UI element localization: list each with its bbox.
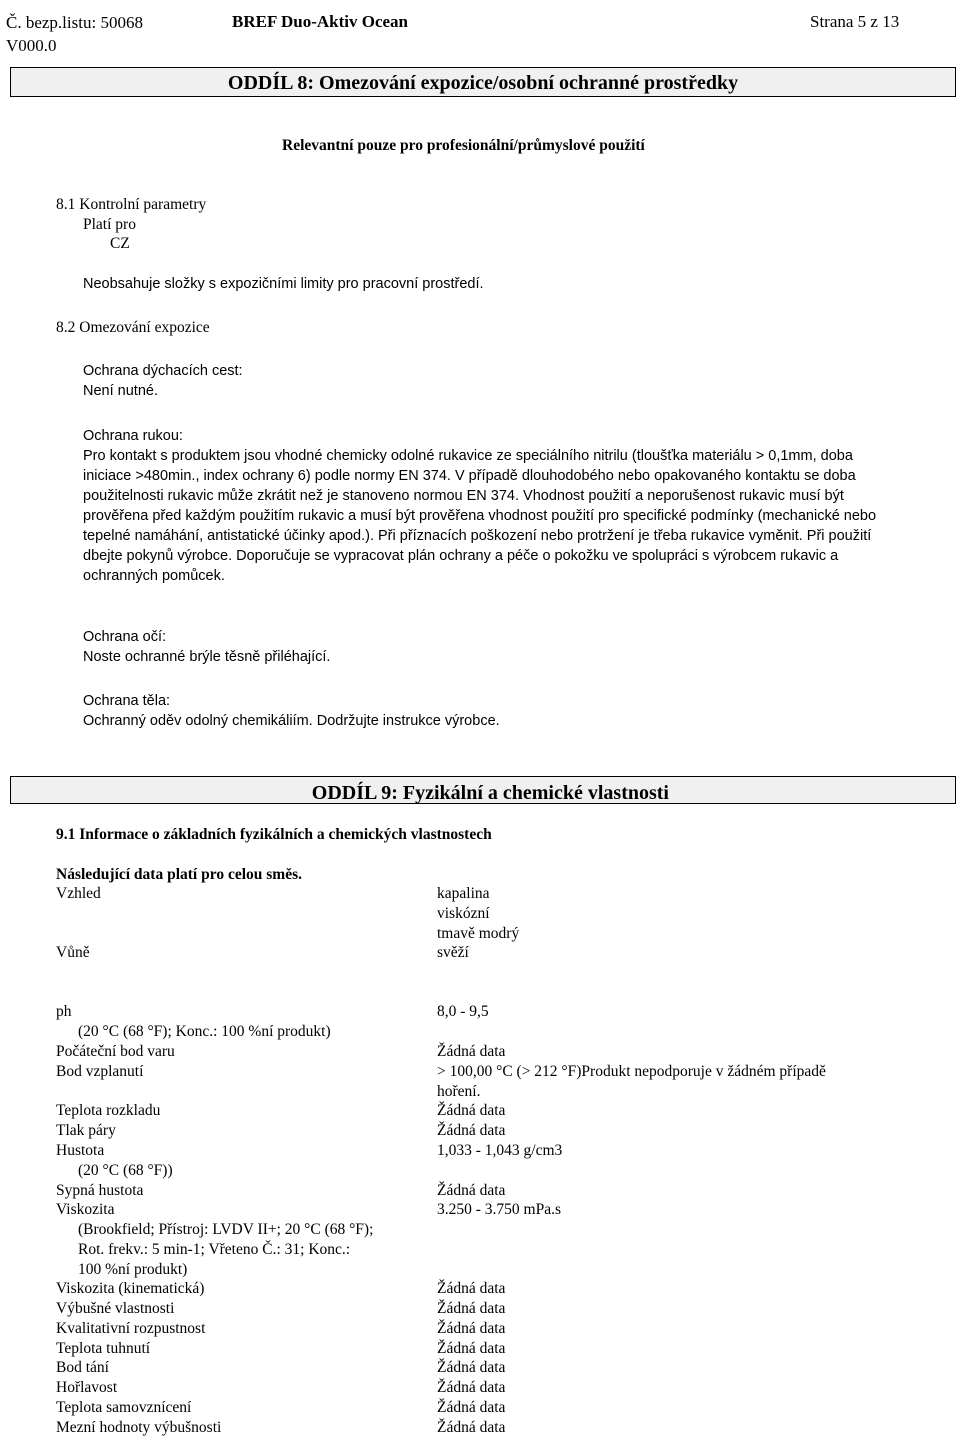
body-protection-label: Ochrana těla:: [83, 693, 171, 709]
respiratory-value: Není nutné.: [83, 383, 158, 399]
appearance-value: viskózní: [437, 905, 490, 922]
property-note: 100 %ní produkt): [78, 1261, 188, 1278]
property-label: Teplota rozkladu: [56, 1102, 161, 1119]
property-label: Teplota samovznícení: [56, 1399, 192, 1416]
property-value: Žádná data: [437, 1419, 506, 1436]
property-label: Bod tání: [56, 1359, 109, 1376]
property-value-cont: hoření.: [437, 1083, 481, 1100]
sheet-number: Č. bezp.listu: 50068: [6, 13, 143, 32]
property-value: Žádná data: [437, 1379, 506, 1396]
subsection-8-2-title: 8.2 Omezování expozice: [56, 319, 210, 336]
property-label: Výbušné vlastnosti: [56, 1300, 175, 1317]
section-9-title: ODDÍL 9: Fyzikální a chemické vlastnosti: [10, 776, 956, 804]
property-value: Žádná data: [437, 1043, 506, 1060]
hand-line: prověřena před každým použitím rukavic a musí být prověřena vhodnost použití pro specifické podmínky (mechanické nebo: [83, 508, 877, 524]
hand-line: tepelné namáhání, antistatické účinky apod.). Při příznacích poškození nebo protržení je třeba rukavice vyměnit. Při použití: [83, 528, 872, 544]
hand-line: ochranných pomůcek.: [83, 568, 225, 584]
property-value: Žádná data: [437, 1122, 506, 1139]
version: V000.0: [6, 36, 57, 55]
page-number: Strana 5 z 13: [810, 12, 900, 31]
appearance-value: kapalina: [437, 885, 490, 902]
product-name: BREF Duo-Aktiv Ocean: [232, 12, 408, 31]
property-label: Teplota tuhnutí: [56, 1340, 151, 1357]
hand-line: dbejte pokynů výrobce. Doporučuje se vypracovat plán ochrany a péče o pokožku ve spolupráci s výrobcem rukavic a: [83, 548, 839, 564]
property-label: Kvalitativní rozpustnost: [56, 1320, 206, 1337]
property-note: (20 °C (68 °F); Konc.: 100 %ní produkt): [78, 1023, 331, 1040]
property-label: Mezní hodnoty výbušnosti: [56, 1419, 222, 1436]
applies-note: Následující data platí pro celou směs.: [56, 866, 302, 883]
eye-protection-label: Ochrana očí:: [83, 629, 167, 645]
relevance-note: Relevantní pouze pro profesionální/průmyslové použití: [282, 137, 645, 154]
hand-line: Pro kontakt s produktem jsou vhodné chemicky odolné rukavice ze speciálního nitrilu (tloušťka materiálu > 0,1mm, doba: [83, 448, 853, 464]
property-label: ph: [56, 1003, 72, 1020]
odour-label: Vůně: [56, 944, 90, 961]
country-code: CZ: [110, 235, 130, 252]
property-label: Počáteční bod varu: [56, 1043, 175, 1060]
respiratory-label: Ochrana dýchacích cest:: [83, 363, 243, 379]
property-label: Viskozita: [56, 1201, 115, 1218]
property-value: Žádná data: [437, 1320, 506, 1337]
hand-protection-text: [83, 446, 945, 586]
no-limits-text: Neobsahuje složky s expozičními limity pro pracovní prostředí.: [83, 276, 484, 292]
property-note: (20 °C (68 °F)): [78, 1162, 173, 1179]
appearance-value: tmavě modrý: [437, 925, 520, 942]
property-value: 3.250 - 3.750 mPa.s: [437, 1201, 561, 1218]
property-value: Žádná data: [437, 1340, 506, 1357]
eye-protection-value: Noste ochranné brýle těsně přiléhající.: [83, 649, 331, 665]
property-value: Žádná data: [437, 1300, 506, 1317]
hand-protection-label: Ochrana rukou:: [83, 428, 183, 444]
property-value: 1,033 - 1,043 g/cm3: [437, 1142, 563, 1159]
property-value: > 100,00 °C (> 212 °F)Produkt nepodporuje v žádném případě: [437, 1063, 826, 1080]
property-value: 8,0 - 9,5: [437, 1003, 489, 1020]
property-value: Žádná data: [437, 1182, 506, 1199]
odour-value: svěží: [437, 944, 469, 961]
property-label: Viskozita (kinematická): [56, 1280, 205, 1297]
valid-for-label: Platí pro: [83, 216, 136, 233]
property-value: Žádná data: [437, 1280, 506, 1297]
property-note: Rot. frekv.: 5 min-1; Vřeteno Č.: 31; Konc.:: [78, 1241, 351, 1258]
appearance-label: Vzhled: [56, 885, 101, 902]
subsection-9-1-title: 9.1 Informace o základních fyzikálních a chemických vlastnostech: [56, 826, 492, 843]
hand-line: použitelnosti rukavic může zkrátit než je stanoveno normou EN 374. Vhodnost použití a neporušenost rukavic musí být: [83, 488, 844, 504]
hand-line: iniciace >480min., index ochrany 6) podle normy EN 374. V případě dlouhodobého nebo opakovaného kontaktu se doba: [83, 468, 856, 484]
property-label: Sypná hustota: [56, 1182, 144, 1199]
property-label: Hustota: [56, 1142, 105, 1159]
section-8-title: ODDÍL 8: Omezování expozice/osobní ochranné prostředky: [10, 67, 956, 97]
subsection-8-1-title: 8.1 Kontrolní parametry: [56, 196, 207, 213]
property-value: Žádná data: [437, 1359, 506, 1376]
property-label: Hořlavost: [56, 1379, 118, 1396]
property-value: Žádná data: [437, 1102, 506, 1119]
body-protection-value: Ochranný oděv odolný chemikáliím. Dodržujte instrukce výrobce.: [83, 713, 500, 729]
property-label: Bod vzplanutí: [56, 1063, 144, 1080]
property-label: Tlak páry: [56, 1122, 116, 1139]
property-value: Žádná data: [437, 1399, 506, 1416]
property-note: (Brookfield; Přístroj: LVDV II+; 20 °C (68 °F);: [78, 1221, 374, 1238]
